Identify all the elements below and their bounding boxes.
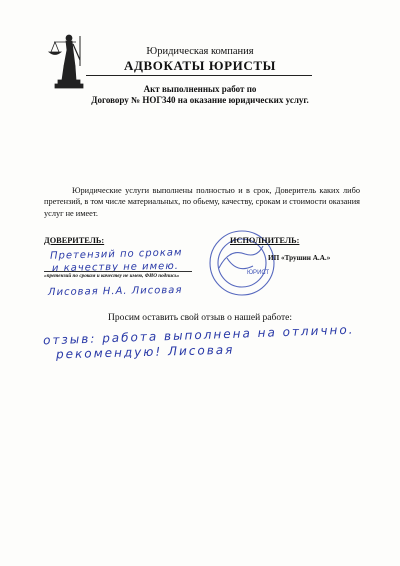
client-signature-caption: «претензий по срокам и качеству не имею, ФИО подпись» bbox=[44, 273, 180, 279]
review-prompt: Просим оставить свой отзыв о нашей работе: bbox=[108, 313, 292, 323]
review-handwriting-line1: отзыв: работа выполнена на отлично. bbox=[42, 322, 355, 348]
client-handwriting-line1: Претензий по срокам bbox=[49, 247, 183, 262]
contractor-name: ИП «Трушин А.А.» bbox=[268, 254, 331, 262]
client-heading: ДОВЕРИТЕЛЬ: bbox=[44, 236, 105, 245]
company-type: Юридическая компания bbox=[146, 46, 254, 57]
stamp-text: ЮРИСТ bbox=[247, 270, 270, 276]
client-handwriting-line2: и качеству не имею. bbox=[51, 260, 179, 275]
header-divider bbox=[86, 75, 312, 76]
document-title-line1: Акт выполненных работ по bbox=[143, 84, 257, 94]
document-title-line2: Договору № НОГ340 на оказание юридических услуг. bbox=[91, 95, 309, 105]
client-handwritten-signature: Лисовая Н.А. Лисовая bbox=[47, 284, 183, 299]
body-paragraph: Юридические услуги выполнены полностью и в срок, Доверитель каких либо претензий, в том числе материальных, по обьему, качеству, срокам и стоимости оказания услуг не имеет. bbox=[44, 186, 360, 218]
contractor-heading: ИСПОЛНИТЕЛЬ: bbox=[230, 236, 300, 245]
review-handwriting-line2: рекомендую! Лисовая bbox=[55, 342, 235, 362]
company-name: АДВОКАТЫ ЮРИСТЫ bbox=[124, 58, 276, 73]
client-signature-line bbox=[44, 271, 192, 272]
